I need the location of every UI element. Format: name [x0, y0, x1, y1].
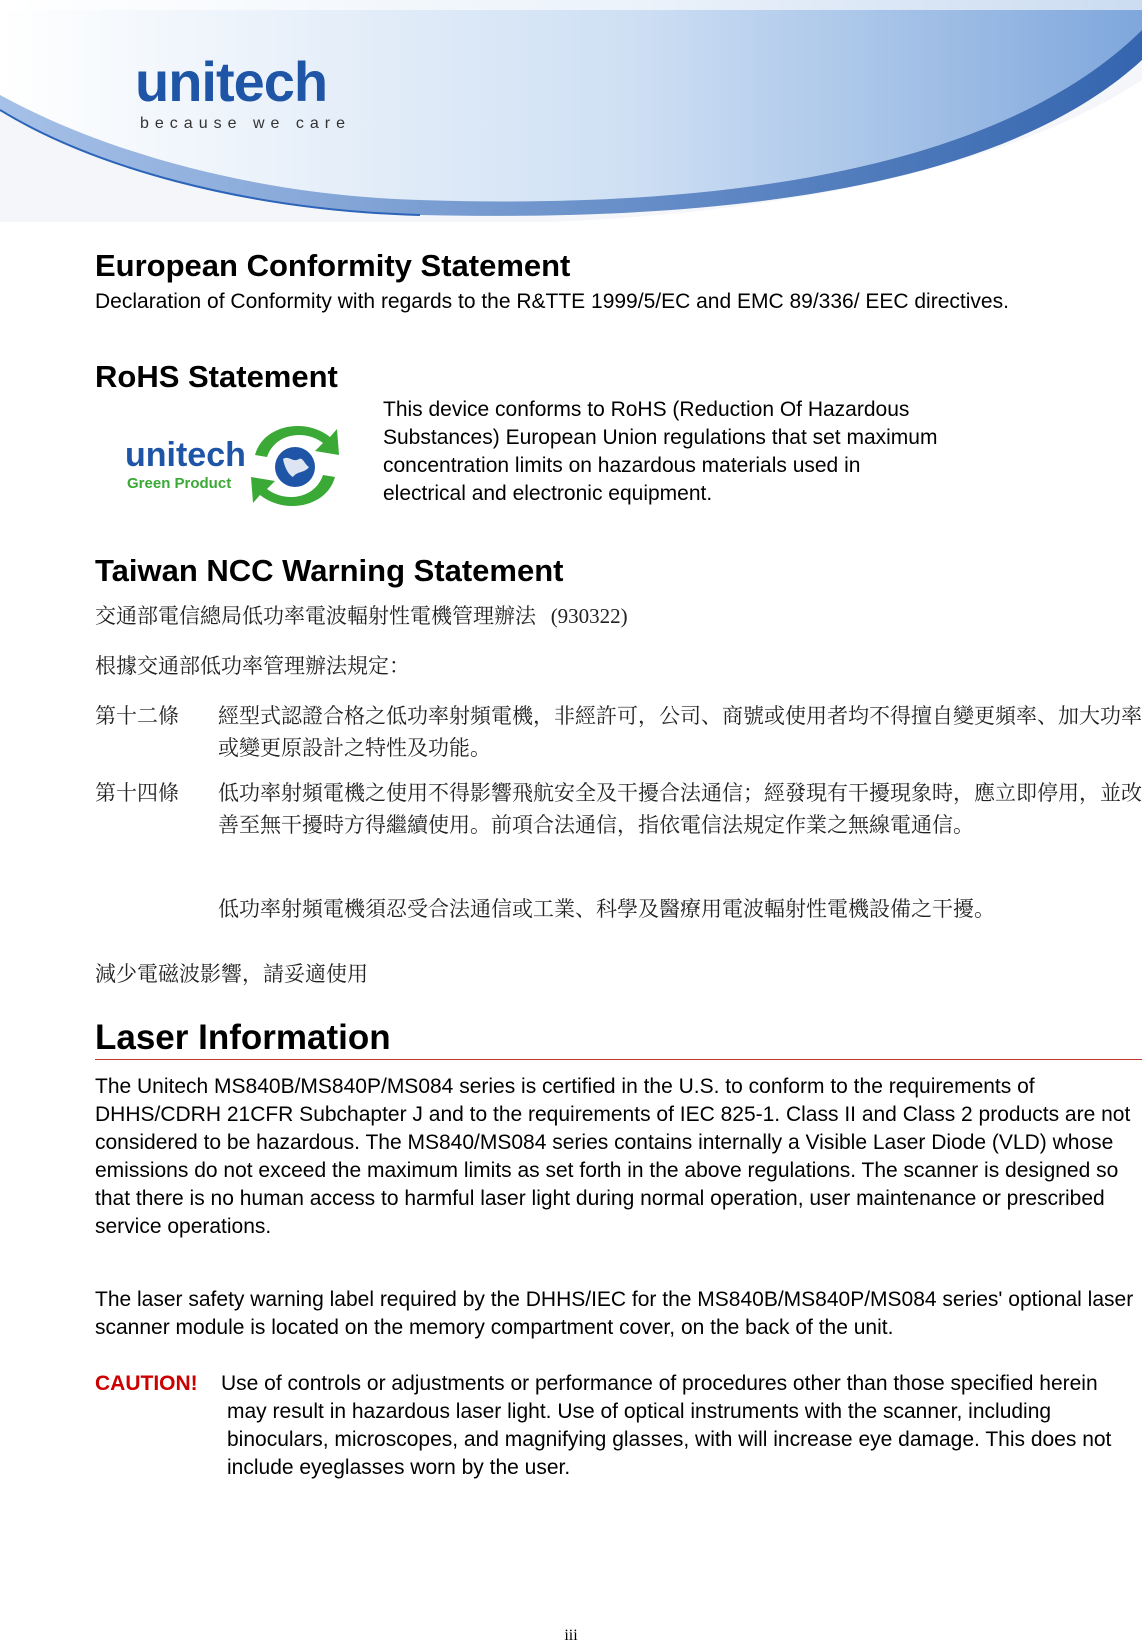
green-product-logo: [120, 415, 345, 520]
caution-label: CAUTION!: [95, 1372, 198, 1395]
page-number: iii: [564, 1627, 578, 1644]
caution-text: Use of controls or adjustments or performance of procedures other than those specified herein may result in hazardous laser light. Use of optical instruments with the scanner, including binoculars, microscopes, and magnifying glasses, with will increase eye damage. This does not include eyeglasses worn by the user.: [221, 1372, 1112, 1479]
clause-14-label: 第十四條: [95, 781, 179, 805]
clause-14: [95, 777, 1142, 841]
laser-caution: [95, 1370, 1140, 1482]
taiwan-ncc-intro: 根據交通部低功率管理辦法規定：: [95, 654, 410, 678]
clause-14-text-2: 低功率射頻電機須忍受合法通信或工業、科學及醫療用電波輻射性電機設備之干擾。: [218, 897, 995, 921]
european-conformity-text: Declaration of Conformity with regards to the R&TTE 1999/5/EC and EMC 89/336/ EEC directives.: [95, 290, 1009, 313]
taiwan-ncc-regulation-line: [95, 600, 628, 632]
clause-12-text: 經型式認證合格之低功率射頻電機，非經許可，公司、商號或使用者均不得擅自變更頻率、加大功率或變更原設計之特性及功能。: [218, 704, 1142, 760]
clause-12: [95, 700, 1142, 764]
rohs-title: RoHS Statement: [95, 359, 338, 394]
clause-12-label: 第十二條: [95, 704, 179, 728]
recycle-globe-icon: [245, 415, 345, 515]
taiwan-ncc-closing: 減少電磁波影響，請妥適使用: [95, 962, 368, 986]
clause-14-text: 低功率射頻電機之使用不得影響飛航安全及干擾合法通信；經發現有干擾現象時，應立即停用，並改善至無干擾時方得繼續使用。前項合法通信，指依電信法規定作業之無線電通信。: [218, 781, 1142, 837]
green-product-logo-wordmark: unitech: [125, 436, 246, 474]
laser-title-rule: [95, 1059, 1142, 1060]
laser-paragraph-2: The laser safety warning label required by the DHHS/IEC for the MS840B/MS840P/MS084 series' optional laser scanner module is located on the memory compartment cover, on the back of the unit.: [95, 1288, 1134, 1339]
laser-information-title: Laser Information: [95, 1018, 391, 1057]
laser-paragraph-1: The Unitech MS840B/MS840P/MS084 series is certified in the U.S. to conform to the requirements of DHHS/CDRH 21CFR Subchapter J and to the requirements of IEC 825-1. Class II and Class 2 products are not considered to be hazardous. The MS840/MS084 series contains internally a Visible Laser Diode (VLD) whose emissions do not exceed the maximum limits as set forth in the above regulations. The scanner is designed so that there is no human access to harmful laser light during normal operation, user maintenance or prescribed service operations.: [95, 1075, 1131, 1238]
unitech-logo-tagline: because we care: [140, 115, 351, 132]
regulation-name: 交通部電信總局低功率電波輻射性電機管理辦法: [95, 604, 536, 628]
regulation-code: (930322): [550, 604, 628, 628]
taiwan-ncc-title: Taiwan NCC Warning Statement: [95, 553, 564, 588]
rohs-text: This device conforms to RoHS (Reduction Of Hazardous Substances) European Union regulations that set maximum concentration limits on hazardous materials used in electrical and electronic equipment.: [383, 398, 938, 505]
european-conformity-title: European Conformity Statement: [95, 248, 571, 283]
green-product-logo-subtitle: Green Product: [127, 475, 232, 492]
unitech-logo-wordmark: unitech: [135, 50, 328, 113]
header-banner: [0, 0, 1142, 222]
